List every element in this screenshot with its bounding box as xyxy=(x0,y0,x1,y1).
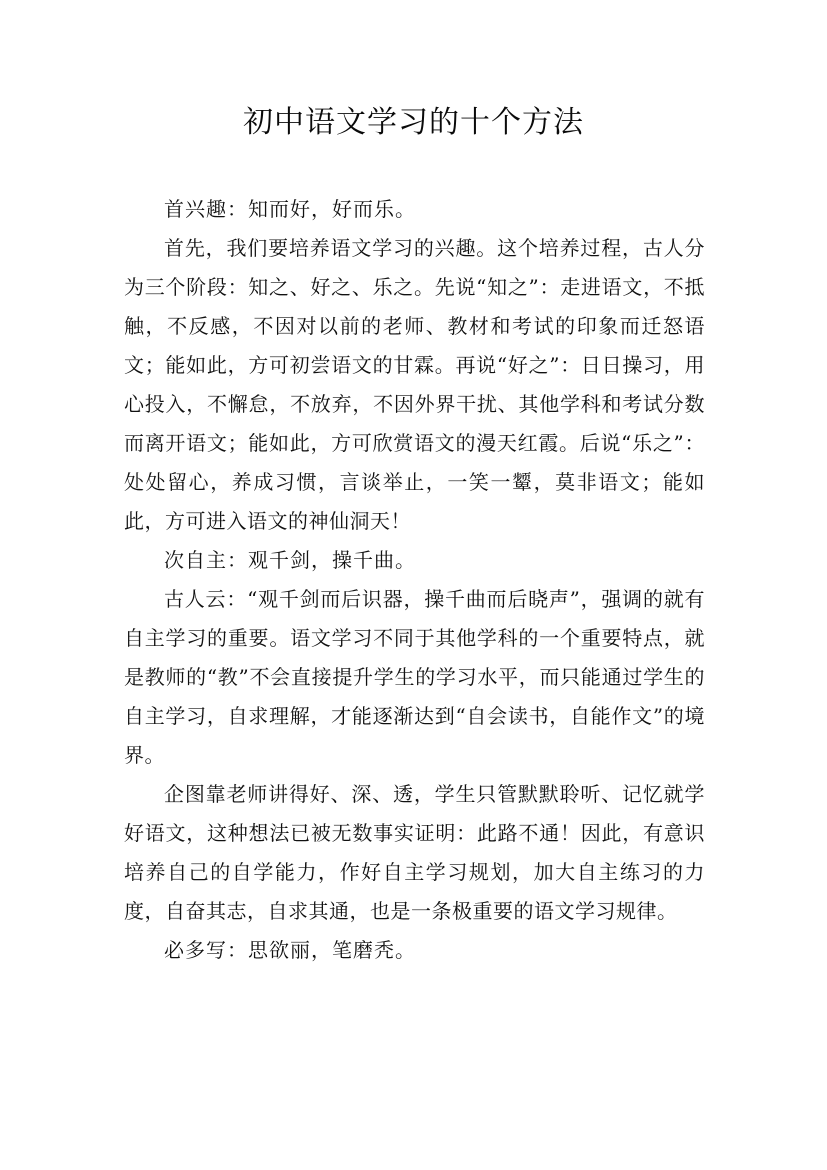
section-heading-writing: 必多写：思欲丽，笔磨秃。 xyxy=(164,938,416,962)
document-title: 初中语文学习的十个方法 xyxy=(243,105,584,140)
paragraph-autonomy: 古人云：“观千剑而后识器，操千曲而后晓声”，强调的就有自主学习的重要。语文学习不同于其他学科的一个重要特点，就是教师的“教”不会直接提升学生的学习水平，而只能通过学生的自主学习，自求理解，才能逐渐达到“自会读书，自能作文”的境界。 xyxy=(124,587,705,767)
paragraph-interest: 首先，我们要培养语文学习的兴趣。这个培养过程，古人分为三个阶段：知之、好之、乐之。先说“知之”：走进语文，不抵触，不反感，不因对以前的老师、教材和考试的印象而迁怒语文；能如此，方可初尝语文的甘霖。再说“好之”：日日操习，用心投入，不懈怠，不放弃，不因外界干扰、其他学科和考试分数而离开语文；能如此，方可欣赏语文的漫天红霞。后说“乐之”：处处留心，养成习惯，言谈举止，一笑一颦，莫非语文；能如此，方可进入语文的神仙洞天！ xyxy=(124,236,705,533)
section-heading-autonomy: 次自主：观千剑，操千曲。 xyxy=(164,548,416,572)
document-body xyxy=(124,190,705,970)
section-heading-interest: 首兴趣：知而好，好而乐。 xyxy=(164,197,416,221)
paragraph-self-study: 企图靠老师讲得好、深、透，学生只管默默聆听、记忆就学好语文，这种想法已被无数事实证明：此路不通！因此，有意识培养自己的自学能力，作好自主学习规划，加大自主练习的力度，自奋其志，自求其通，也是一条极重要的语文学习规律。 xyxy=(124,782,705,923)
